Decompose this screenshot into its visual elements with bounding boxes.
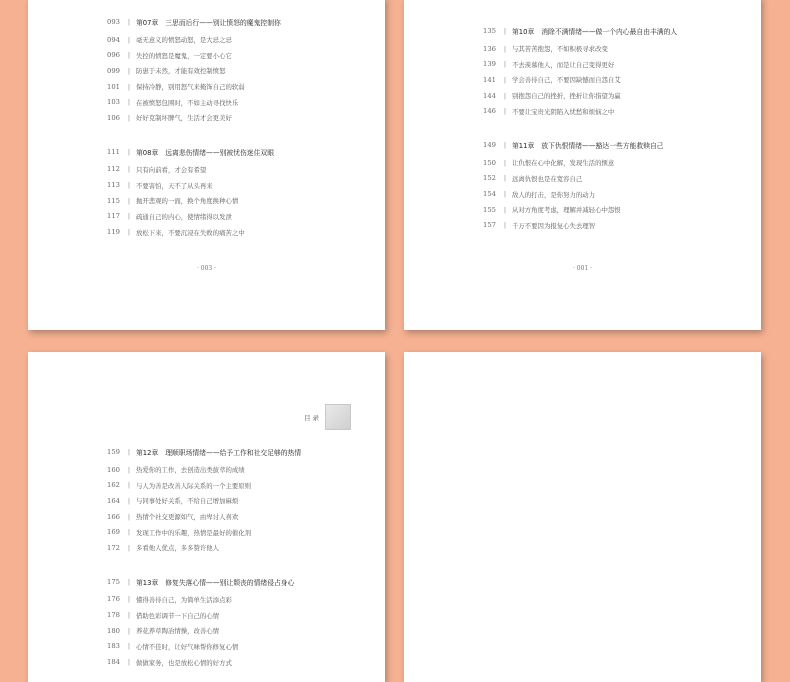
table-of-contents <box>107 444 379 670</box>
entry-page-number: 119 <box>107 228 120 237</box>
toc-entry <box>107 193 379 209</box>
entry-title: 别抱怨自己的挫折，挫折让你指望为赢 <box>512 92 621 101</box>
chapter-page-number: 111 <box>107 147 120 156</box>
entry-page-number: 176 <box>107 595 120 604</box>
entry-title: 做做家务，也是放松心情的好方式 <box>136 658 232 667</box>
separator-bar: | <box>127 496 131 505</box>
chapter-page-number: 175 <box>107 577 120 586</box>
separator-bar: | <box>503 190 507 199</box>
toc-entry <box>107 477 379 493</box>
entry-title: 不去羡慕他人，而是让自己变得更好 <box>512 60 615 69</box>
entry-title: 热情个社交更源如气，由卑讨人喜欢 <box>136 513 239 522</box>
separator-bar: | <box>127 17 131 26</box>
table-of-contents <box>483 23 755 233</box>
toc-entry <box>107 493 379 509</box>
chapter-heading <box>483 137 755 153</box>
entry-page-number: 162 <box>107 481 120 490</box>
separator-bar: | <box>503 174 507 183</box>
chapter-page-number: 149 <box>483 140 496 149</box>
entry-page-number: 152 <box>483 174 496 183</box>
entry-page-number: 112 <box>107 165 120 174</box>
toc-entry <box>107 540 379 556</box>
separator-bar: | <box>127 611 131 620</box>
entry-title: 不要让宝贵光阴陷入忧愁和烦恼之中 <box>512 107 615 116</box>
separator-bar: | <box>503 91 507 100</box>
entry-page-number: 183 <box>107 642 120 651</box>
entry-page-number: 172 <box>107 543 120 552</box>
separator-bar: | <box>503 26 507 35</box>
entry-page-number: 160 <box>107 465 120 474</box>
separator-bar: | <box>127 481 131 490</box>
entry-title: 心情不佳时，让好气味帮你修复心情 <box>136 642 239 651</box>
entry-title: 放松下来，不要沉浸在失败的痛苦之中 <box>136 228 245 237</box>
toc-entry <box>107 224 379 240</box>
book-page-left-bottom <box>28 352 385 682</box>
entry-title: 好好克制坏脾气，生活才会更美好 <box>136 114 232 123</box>
entry-title: 毫无意义的愤怒动怒，是大忌之忌 <box>136 36 232 45</box>
toc-entry <box>107 623 379 639</box>
chapter-label: 第08章 <box>136 148 159 157</box>
chapter-title: 理顺职场情绪——给予工作和社交足够的热情 <box>165 448 302 457</box>
entry-title: 远离仇恨也是在宽容自己 <box>512 174 583 183</box>
entry-title: 懂得善待自己，为简单生活添点彩 <box>136 595 232 604</box>
entry-page-number: 169 <box>107 528 120 537</box>
toc-entry <box>107 110 379 126</box>
chapter-title: 三思而后行——别让愤怒的魔鬼控制你 <box>165 18 281 27</box>
separator-bar: | <box>127 642 131 651</box>
toc-entry <box>483 155 755 171</box>
entry-page-number: 157 <box>483 221 496 230</box>
chapter-label: 第13章 <box>136 578 159 587</box>
chapter-label: 第10章 <box>512 27 535 36</box>
separator-bar: | <box>127 228 131 237</box>
toc-entry <box>107 63 379 79</box>
chapter-title: 消除不满情绪——做一个内心最自由丰满的人 <box>541 27 678 36</box>
entry-title: 抛开悲观的一面，换个角度换种心情 <box>136 197 239 206</box>
chapter-title: 修复失落心情——别让颓丧的情绪侵占身心 <box>165 578 295 587</box>
separator-bar: | <box>503 60 507 69</box>
toc-entry <box>107 524 379 540</box>
entry-title: 从对方角度考虑，理解并减轻心中怨恨 <box>512 206 621 215</box>
separator-bar: | <box>503 158 507 167</box>
entry-title: 防患于未然，才能有效控制愤怒 <box>136 67 226 76</box>
separator-bar: | <box>503 205 507 214</box>
separator-bar: | <box>127 98 131 107</box>
entry-title: 发现工作中的乐趣，热情是最好的催化剂 <box>136 528 252 537</box>
separator-bar: | <box>127 196 131 205</box>
separator-bar: | <box>127 51 131 60</box>
book-page-right-bottom-blank <box>404 352 761 682</box>
running-header <box>304 404 351 430</box>
entry-title: 借助色彩调节一下自己的心情 <box>136 611 220 620</box>
entry-page-number: 146 <box>483 107 496 116</box>
chapter-heading <box>107 444 379 460</box>
chapter-label: 第11章 <box>512 141 535 150</box>
chapter-page-number: 135 <box>483 26 496 35</box>
toc-entry <box>483 88 755 104</box>
entry-page-number: 155 <box>483 205 496 214</box>
toc-entry <box>107 639 379 655</box>
separator-bar: | <box>127 658 131 667</box>
separator-bar: | <box>503 221 507 230</box>
separator-bar: | <box>127 35 131 44</box>
entry-page-number: 096 <box>107 51 120 60</box>
book-page-right-top <box>404 0 761 330</box>
separator-bar: | <box>503 44 507 53</box>
separator-bar: | <box>127 447 131 456</box>
toc-entry <box>483 56 755 72</box>
entry-title: 与其苦苦抱怨，不如积极寻求改变 <box>512 45 608 54</box>
separator-bar: | <box>503 75 507 84</box>
entry-page-number: 164 <box>107 496 120 505</box>
toc-entry <box>107 209 379 225</box>
entry-title: 不要害怕，天不了从头再来 <box>136 181 213 190</box>
chapter-heading <box>483 23 755 39</box>
entry-page-number: 154 <box>483 190 496 199</box>
separator-bar: | <box>127 512 131 521</box>
entry-title: 与同事处好关系，不给自己增加麻烦 <box>136 497 239 506</box>
table-of-contents <box>107 14 379 240</box>
entry-page-number: 178 <box>107 611 120 620</box>
chapter-heading <box>107 144 379 160</box>
chapter-label: 第07章 <box>136 18 159 27</box>
chapter-spacer <box>483 119 755 133</box>
separator-bar: | <box>127 113 131 122</box>
toc-entry <box>483 171 755 187</box>
entry-page-number: 166 <box>107 512 120 521</box>
chapter-page-number: 159 <box>107 447 120 456</box>
entry-page-number: 103 <box>107 98 120 107</box>
toc-entry <box>107 162 379 178</box>
separator-bar: | <box>127 577 131 586</box>
toc-entry <box>483 72 755 88</box>
book-page-left-top <box>28 0 385 330</box>
entry-title: 养花养草陶冶情操，改善心情 <box>136 627 220 636</box>
separator-bar: | <box>127 465 131 474</box>
chapter-page-number: 093 <box>107 17 120 26</box>
entry-page-number: 184 <box>107 658 120 667</box>
entry-page-number: 141 <box>483 75 496 84</box>
entry-title: 学会善待自己，不要因缺憾而自怨自艾 <box>512 76 621 85</box>
separator-bar: | <box>503 140 507 149</box>
toc-entry <box>107 32 379 48</box>
toc-entry <box>107 47 379 63</box>
toc-entry <box>483 218 755 234</box>
entry-page-number: 099 <box>107 66 120 75</box>
separator-bar: | <box>127 181 131 190</box>
entry-title: 只有向前看，才会有希望 <box>136 165 207 174</box>
separator-bar: | <box>127 595 131 604</box>
toc-entry <box>107 592 379 608</box>
page-number: · 001 · <box>572 265 593 272</box>
entry-title: 敌人的打击，是你努力的动力 <box>512 190 596 199</box>
chapter-label: 第12章 <box>136 448 159 457</box>
chapter-title: 远离悲伤情绪——别被忧伤迷住双眼 <box>165 148 274 157</box>
toc-entry <box>107 79 379 95</box>
separator-bar: | <box>127 212 131 221</box>
separator-bar: | <box>127 66 131 75</box>
toc-entry <box>107 509 379 525</box>
entry-title: 保持冷静，别用怒气来掩饰自己的软弱 <box>136 83 245 92</box>
chapter-spacer <box>107 556 379 570</box>
entry-page-number: 180 <box>107 626 120 635</box>
page-number: · 003 · <box>196 265 217 272</box>
toc-entry <box>107 177 379 193</box>
separator-bar: | <box>127 543 131 552</box>
separator-bar: | <box>127 528 131 537</box>
toc-entry <box>107 462 379 478</box>
entry-page-number: 136 <box>483 44 496 53</box>
entry-title: 疏通自己的内心，使情绪得以发泄 <box>136 212 232 221</box>
entry-title: 多看他人优点，多多赞许他人 <box>136 544 220 553</box>
toc-entry <box>483 103 755 119</box>
entry-title: 与人为善是改善人际关系的一个主要原则 <box>136 481 252 490</box>
toc-entry <box>483 202 755 218</box>
toc-entry <box>107 654 379 670</box>
entry-page-number: 113 <box>107 181 120 190</box>
chapter-title: 放下仇恨情绪——豁达一些方能救赎自己 <box>541 141 664 150</box>
separator-bar: | <box>127 165 131 174</box>
entry-page-number: 139 <box>483 60 496 69</box>
separator-bar: | <box>127 147 131 156</box>
chapter-spacer <box>107 126 379 140</box>
toc-entry <box>107 94 379 110</box>
header-emblem-icon <box>325 404 351 430</box>
entry-title: 在被愤怒包围时，不如主动寻找快乐 <box>136 98 239 107</box>
entry-page-number: 115 <box>107 196 120 205</box>
entry-page-number: 144 <box>483 91 496 100</box>
entry-title: 热爱你的工作，去创造出类拔萃的成绩 <box>136 466 245 475</box>
entry-page-number: 117 <box>107 212 120 221</box>
entry-title: 千万不要因为报复心失去理智 <box>512 221 596 230</box>
running-header-label: 目录 <box>304 413 321 422</box>
entry-title: 让仇恨在心中化解，发现生活的惬意 <box>512 159 615 168</box>
separator-bar: | <box>127 82 131 91</box>
entry-page-number: 150 <box>483 158 496 167</box>
entry-page-number: 101 <box>107 82 120 91</box>
chapter-heading <box>107 14 379 30</box>
toc-entry <box>107 607 379 623</box>
chapter-heading <box>107 574 379 590</box>
toc-entry <box>483 186 755 202</box>
entry-page-number: 094 <box>107 35 120 44</box>
separator-bar: | <box>127 626 131 635</box>
toc-entry <box>483 41 755 57</box>
separator-bar: | <box>503 107 507 116</box>
entry-page-number: 106 <box>107 113 120 122</box>
entry-title: 失控的愤怒是魔鬼，一定要小心它 <box>136 51 232 60</box>
